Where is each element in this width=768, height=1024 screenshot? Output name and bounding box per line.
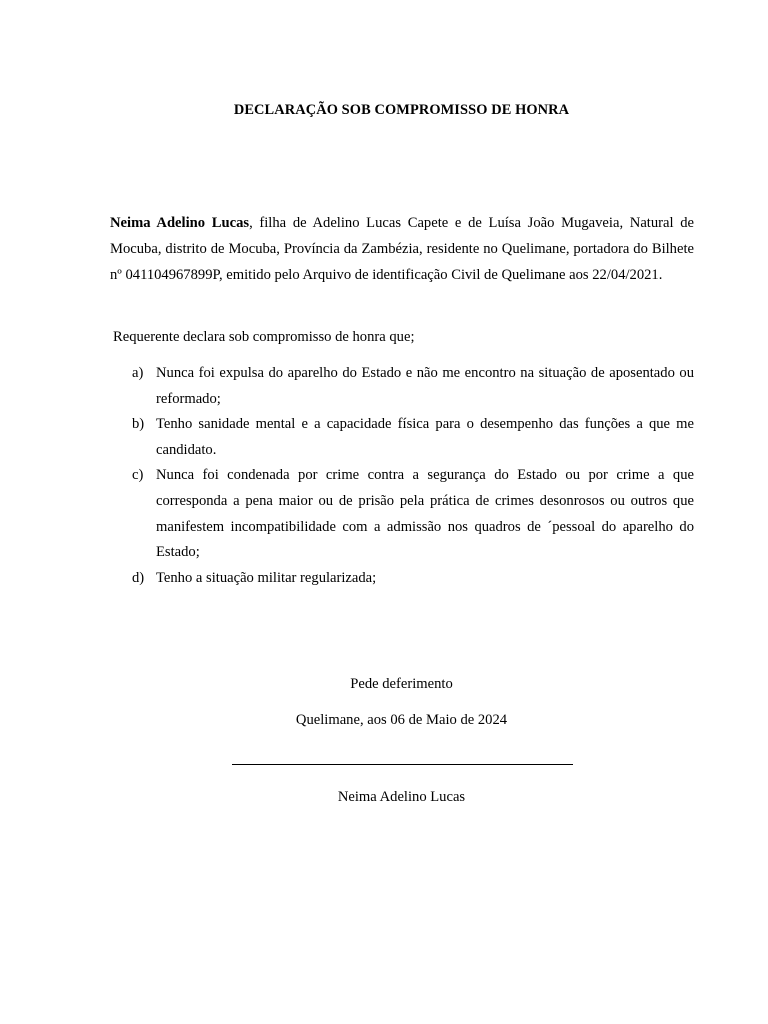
request-statement: Requerente declara sob compromisso de honra que; [113, 329, 415, 345]
list-item-text: Tenho sanidade mental e a capacidade física para o desempenho das funções a que me candidato. [156, 416, 694, 458]
list-marker: d) [132, 569, 145, 586]
list-item [110, 361, 694, 412]
list-item-text: Nunca foi condenada por crime contra a segurança do Estado ou por crime a que corresponda a pena maior ou de prisão pela prática de crimes desonrosos ou outros que manifestem incompatibilidade com a admissão nos quadros de ´pessoal do aparelho do Estado; [156, 467, 694, 561]
signature-name: Neima Adelino Lucas [337, 789, 466, 805]
list-marker: b) [132, 416, 145, 433]
intro-text: , filha de Adelino Lucas Capete e de Luísa João Mugaveia, Natural de Mocuba, distrito de Mocuba, Província da Zambézia, residente no Quelimane, portadora do Bilhete nº 041104967899P, emitido pelo Arquivo de identificação Civil de Quelimane aos 22/04/2021. [110, 215, 694, 283]
list-item [110, 566, 694, 592]
closing-request: Pede deferimento [350, 676, 453, 692]
list-item [110, 412, 694, 463]
list-marker: c) [132, 467, 144, 484]
signature-line [232, 764, 573, 765]
list-marker: a) [132, 365, 144, 381]
list-item-text: Tenho a situação militar regularizada; [156, 569, 377, 586]
list-item [110, 463, 694, 565]
declaration-list [110, 361, 694, 591]
list-item-text: Nunca foi expulsa do aparelho do Estado e não me encontro na situação de aposentado ou reformado; [156, 365, 694, 407]
place-and-date: Quelimane, aos 06 de Maio de 2024 [295, 712, 508, 728]
intro-paragraph [110, 211, 694, 288]
declarant-name: Neima Adelino Lucas [110, 215, 250, 231]
document-title: DECLARAÇÃO SOB COMPROMISSO DE HONRA [233, 102, 570, 118]
